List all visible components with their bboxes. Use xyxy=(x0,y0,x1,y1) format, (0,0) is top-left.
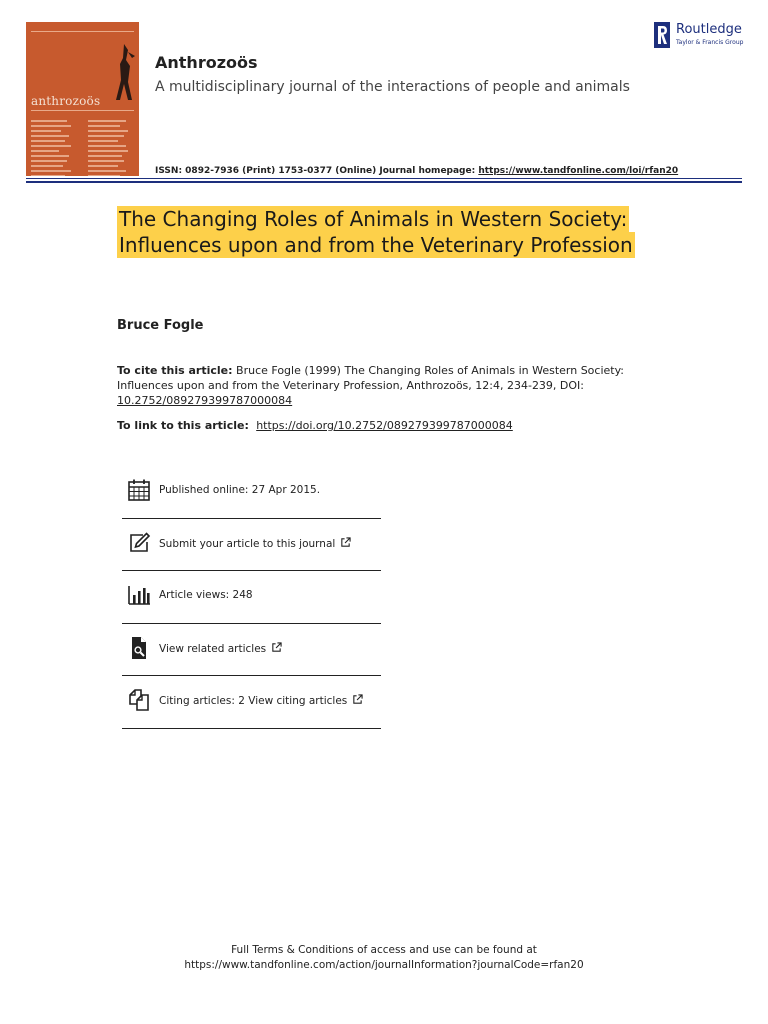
terms-url[interactable]: https://www.tandfonline.com/action/journalInformation?journalCode=rfan20 xyxy=(184,959,584,971)
citation-label: To cite this article: xyxy=(117,364,233,377)
publisher-subtitle: Taylor & Francis Group xyxy=(676,39,744,46)
submit-article-text: Submit your article to this journal xyxy=(159,537,336,550)
article-link-url[interactable]: https://doi.org/10.2752/089279399787000084 xyxy=(256,419,513,432)
issn-text: ISSN: 0892-7936 (Print) 1753-0377 (Online) Journal homepage: xyxy=(155,166,479,176)
article-title xyxy=(117,206,657,258)
terms-footer xyxy=(0,943,768,973)
external-link-icon xyxy=(271,642,282,653)
external-link-icon xyxy=(340,537,351,548)
journal-homepage-link[interactable]: https://www.tandfonline.com/loi/rfan20 xyxy=(478,166,679,176)
citation-text: Bruce Fogle (1999) The Changing Roles of Animals in Western Society: Influences upon and from the Veterinary Profession, Anthrozoös, 12:4, 234-239, DOI: xyxy=(117,364,625,392)
routledge-logo-icon xyxy=(654,22,670,48)
related-articles-link[interactable] xyxy=(159,642,282,655)
citing-articles-link[interactable] xyxy=(159,694,363,707)
edit-icon xyxy=(127,531,151,555)
header-divider xyxy=(26,178,742,179)
related-articles-row[interactable] xyxy=(122,624,381,677)
article-views-row xyxy=(122,571,381,624)
cover-contents-right xyxy=(88,120,130,176)
submit-article-row[interactable] xyxy=(122,519,381,572)
bar-chart-icon xyxy=(127,583,151,607)
citing-articles-text: Citing articles: 2 View citing articles xyxy=(159,695,348,707)
article-link-label: To link to this article: xyxy=(117,419,253,432)
cover-title: anthrozoös xyxy=(31,94,101,108)
document-search-icon xyxy=(127,636,151,660)
article-title-text: The Changing Roles of Animals in Western Society: Influences upon and from the Veterinary Profession xyxy=(119,207,633,257)
citing-articles-row[interactable] xyxy=(122,676,381,729)
calendar-icon xyxy=(127,478,151,502)
citing-documents-icon xyxy=(127,688,151,712)
journal-cover-image xyxy=(26,22,139,176)
publisher-name: Routledge xyxy=(676,22,742,37)
journal-title: Anthrozoös xyxy=(155,53,258,72)
article-link-block xyxy=(117,418,677,433)
issn-line xyxy=(155,166,678,176)
cover-figure-icon xyxy=(114,42,136,102)
external-link-icon xyxy=(352,694,363,705)
citation-block xyxy=(117,363,647,408)
related-articles-text: View related articles xyxy=(159,642,267,655)
article-author: Bruce Fogle xyxy=(117,318,204,333)
header-divider-thick xyxy=(26,181,742,183)
published-online-text: Published online: 27 Apr 2015. xyxy=(159,484,321,496)
terms-line: Full Terms & Conditions of access and use can be found at xyxy=(231,944,537,956)
submit-article-link[interactable] xyxy=(159,537,351,550)
doi-link[interactable]: 10.2752/089279399787000084 xyxy=(117,394,293,407)
journal-subtitle: A multidisciplinary journal of the interactions of people and animals xyxy=(155,79,630,95)
published-online-row xyxy=(122,466,381,519)
cover-contents-left xyxy=(31,120,73,176)
article-views-text: Article views: 248 xyxy=(159,589,253,601)
article-metrics-list xyxy=(122,466,381,729)
